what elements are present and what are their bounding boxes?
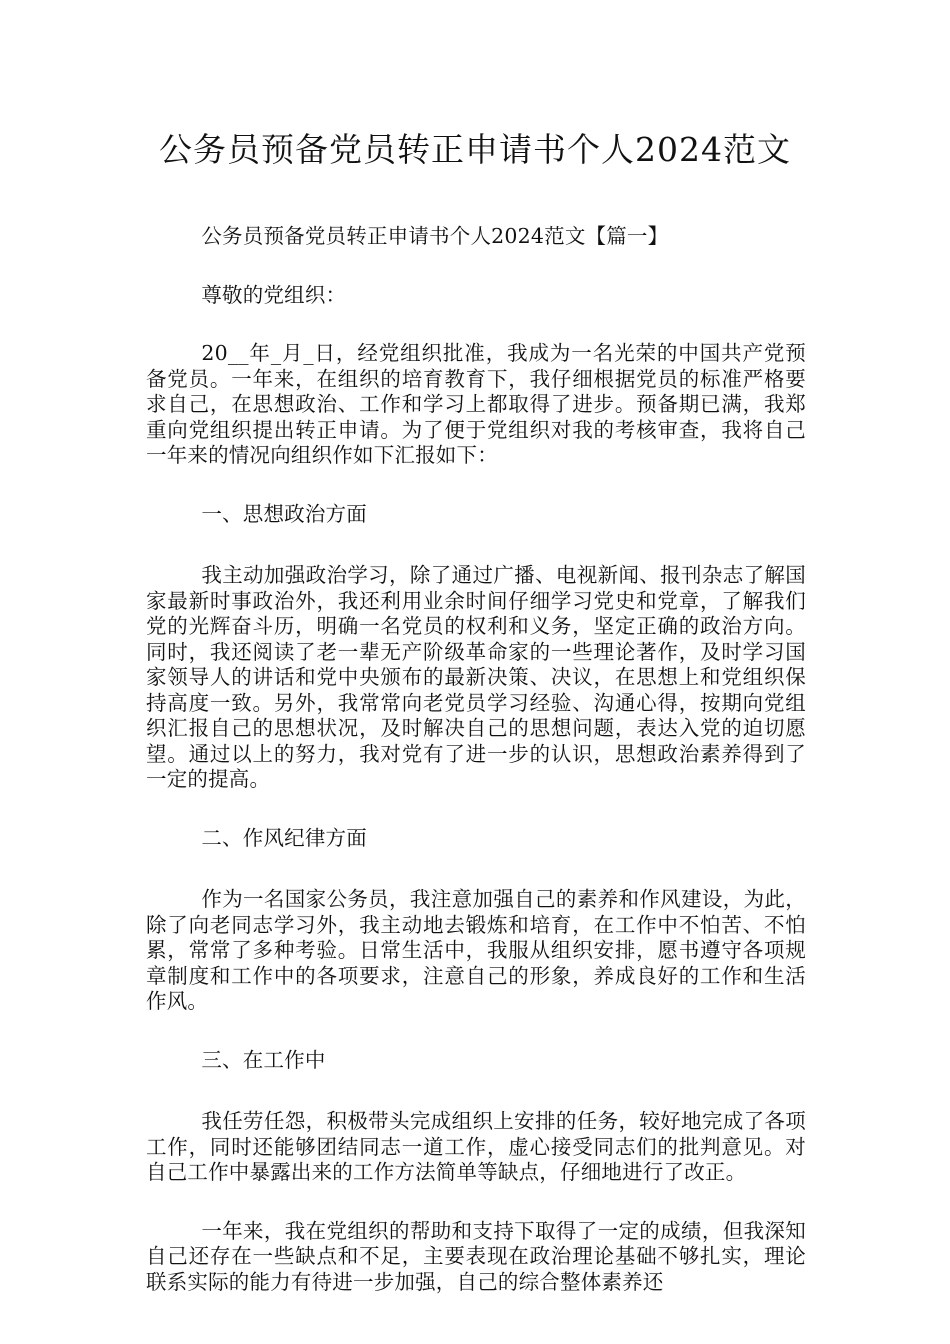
paragraph-work: 我任劳任怨，积极带头完成组织上安排的任务，较好地完成了各项工作，同时还能够团结同志一道工作，虚心接受同志们的批判意见。对自己工作中暴露出来的工作方法简单等缺点，仔细地进行了改正。 — [146, 1109, 806, 1184]
section-heading-political: 一、思想政治方面 — [201, 501, 367, 526]
section-heading-discipline: 二、作风纪律方面 — [201, 825, 367, 850]
document-body — [146, 224, 806, 1328]
document-subtitle: 公务员预备党员转正申请书个人2024范文【篇一】 — [201, 224, 669, 248]
section-heading-work: 三、在工作中 — [201, 1047, 326, 1072]
document-title: 公务员预备党员转正申请书个人2024范文 — [159, 130, 791, 169]
paragraph-political: 我主动加强政治学习，除了通过广播、电视新闻、报刊杂志了解国家最新时事政治外，我还利用业余时间仔细学习党史和党章，了解我们党的光辉奋斗历，明确一名党员的权利和义务，坚定正确的政治方向。同时，我还阅读了老一辈无产阶级革命家的一些理论著作，及时学习国家领导人的讲话和党中央颁布的最新决策、决议，在思想上和党组织保持高度一致。另外，我常常向老党员学习经验、沟通心得，按期向党组织汇报自己的思想状况，及时解决自己的思想问题，表达入党的迫切愿望。通过以上的努力，我对党有了进一步的认识，思想政治素养得到了一定的提高。 — [146, 563, 806, 791]
paragraph-summary: 一年来，我在党组织的帮助和支持下取得了一定的成绩，但我深知自己还存在一些缺点和不足，主要表现在政治理论基础不够扎实，理论联系实际的能力有待进一步加强，自己的综合整体素养还 — [146, 1218, 806, 1294]
paragraph-intro: 20__年_月_日，经党组织批准，我成为一名光荣的中国共产党预备党员。一年来，在组织的培育教育下，我仔细根据党员的标准严格要求自己，在思想政治、工作和学习上都取得了进步。预备期已满，我郑重向党组织提出转正申请。为了便于党组织对我的考核审查，我将自己一年来的情况向组织作如下汇报如下： — [146, 341, 806, 467]
salutation: 尊敬的党组织： — [201, 282, 347, 307]
paragraph-discipline: 作为一名国家公务员，我注意加强自己的素养和作风建设，为此，除了向老同志学习外，我主动地去锻炼和培育，在工作中不怕苦、不怕累，常常了多种考验。日常生活中，我服从组织安排，愿书遵守各项规章制度和工作中的各项要求，注意自己的形象，养成良好的工作和生活作风。 — [146, 887, 806, 1013]
